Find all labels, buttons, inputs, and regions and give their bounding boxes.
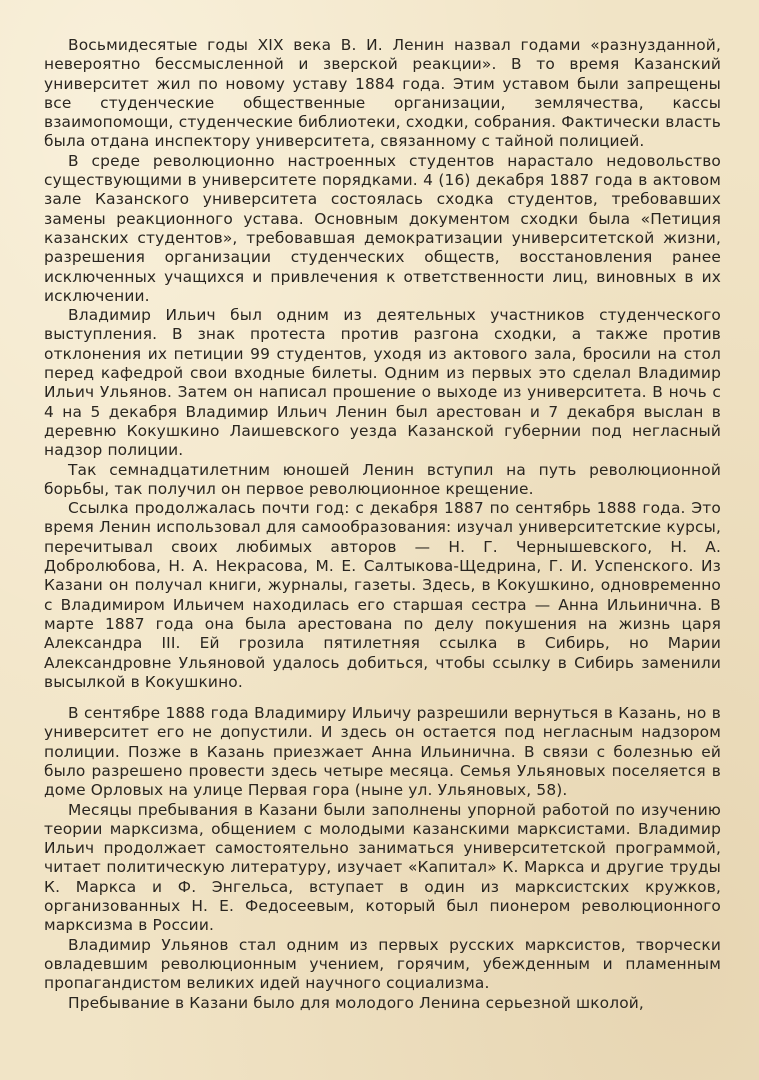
paragraph-marxism-study: Месяцы пребывания в Казани были заполнены упорной работой по изучению теории марксизма, общением с молодыми казанскими марксистами. Владимир Ильич продолжает самостоятельно заниматься университетской программой, читает политическую литературу, изучает «Капитал» К. Маркса и другие труды К. Маркса и Ф. Энгельса, вступает в один из марксистских кружков, организованных Н. Е. Федосеевым, который был пионером революционного марксизма в России. [44,800,721,935]
paragraph-first-marxists: Владимир Ульянов стал одним из первых русских марксистов, творчески овладевшим революционным учением, горячим, убежденным и пламенным пропагандистом великих идей научного социализма. [44,935,721,993]
paragraph-reaction-1880s: Восьмидесятые годы XIX века В. И. Ленин назвал годами «разнузданной, невероятно бессмысленной и зверской реакции». В то время Казанский университет жил по новому уставу 1884 года. Этим уставом были запрещены все студенческие общественные организации, землячества, кассы взаимопомощи, студенческие библиотеки, сходки, собрания. Фактически власть была отдана инспектору университета, связанному с тайной полицией. [44,36,721,151]
paragraph-kokushkino-exile: Ссылка продолжалась почти год: с декабря 1887 по сентябрь 1888 года. Это время Ленин использовал для самообразования: изучал университетские курсы, перечитывал своих любимых авторов — Н. Г. Чернышевского, Н. А. Добролюбова, Н. А. Некрасова, М. Е. Салтыкова-Щедрина, Г. И. Успенского. Из Казани он получал книги, журналы, газеты. Здесь, в Кокушкино, одновременно с Владимиром Ильичем находилась его старшая сестра — Анна Ильинична. В марте 1887 года она была арестована по делу покушения на жизнь царя Александра III. Ей грозила пятилетняя ссылка в Сибирь, но Марии Александровне Ульяновой удалось добиться, чтобы ссылку в Сибирь заменили высылкой в Кокушкино. [44,499,721,691]
paragraph-kazan-school: Пребывание в Казани было для молодого Ленина серьезной школой, [68,993,644,1012]
paragraph-student-gathering: В среде революционно настроенных студентов нарастало недовольство существующими в университете порядками. 4 (16) декабря 1887 года в актовом зале Казанского университета состоялась сходка студентов, требовавших замены реакционного устава. Основным документом сходки была «Петиция казанских студентов», требовавшая демократизации университетской жизни, разрешения организации студенческих обществ, восстановления ранее исключенных учащихся и привлечения к ответственности лиц, виновных в их исключении. [44,151,721,305]
paragraph-revolutionary-path: Так семнадцатилетним юношей Ленин вступил на путь революционной борьбы, так получил он первое революционное крещение. [44,460,721,498]
paragraph-lenin-participation: Владимир Ильич был одним из деятельных участников студенческого выступления. В знак протеста против разгона сходки, а также против отклонения их петиции 99 студентов, уходя из актового зала, бросили на стол перед кафедрой свои входные билеты. Одним из первых это сделал Владимир Ильич Ульянов. Затем он написал прошение о выходе из университета. В ночь с 4 на 5 декабря Владимир Ильич Ленин был арестован и 7 декабря выслан в деревню Кокушкино Лаишевского уезда Казанской губернии под негласный надзор полиции. [44,306,721,460]
paragraph-return-to-kazan: В сентябре 1888 года Владимиру Ильичу разрешили вернуться в Казань, но в университет его не допустили. И здесь он остается под негласным надзором полиции. Позже в Казань приезжает Анна Ильинична. В связи с болезнью ей было разрешено провести здесь четыре месяца. Семья Ульяновых поселяется в доме Орловых на улице Первая гора (ныне ул. Ульяновых, 58). [44,704,721,800]
